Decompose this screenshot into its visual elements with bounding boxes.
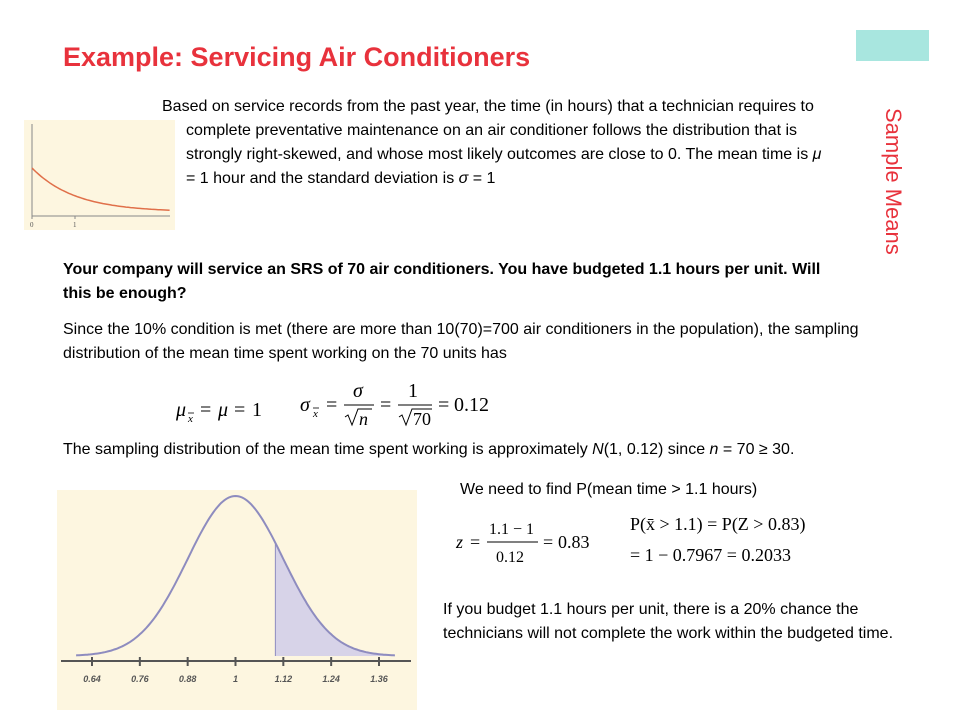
thumb-tick-label: 1	[73, 221, 77, 229]
approx-text: The sampling distribution of the mean time spent working is approximately	[63, 441, 593, 458]
formula-eq: =	[543, 532, 554, 552]
side-section-title	[874, 108, 914, 308]
mean-formula	[170, 390, 280, 426]
formula-frac-num: σ	[353, 380, 363, 402]
formula-value: 0.12	[454, 394, 489, 416]
x-tick-label: 1	[232, 674, 239, 684]
formula-value: 1	[252, 399, 262, 421]
formula-z: z	[456, 532, 464, 552]
normal-distribution-chart	[57, 490, 417, 710]
approx-N: N	[592, 441, 604, 458]
skewed-distribution-graphic	[24, 120, 175, 230]
probability-formula-line1: P(x̄ > 1.1) = P(Z > 0.83)	[630, 514, 806, 534]
formula-eq: =	[200, 399, 212, 421]
intro-mu-value: = 1 hour and the standard deviation is	[186, 170, 459, 187]
intro-paragraph	[162, 95, 822, 191]
skewed-distribution-thumbnail	[24, 120, 175, 230]
formula-frac-den: n	[359, 409, 368, 429]
approx-text: (1, 0.12) since	[603, 441, 710, 458]
sd-formula	[296, 375, 496, 431]
mu-symbol: μ	[812, 146, 822, 163]
normal-curve	[76, 496, 395, 655]
sigma-symbol: σ	[458, 170, 469, 187]
intro-text: Based on service records from the past year, the time (in hours) that a technician requires to complete preventative maintenance on an air conditioner follows the distribution that is strongly right-skewed, and whose most likely outcomes are close to 0. The mean time is	[162, 98, 814, 163]
approx-text: = 70 ≥ 30.	[718, 441, 795, 458]
formula-frac-den: 70	[413, 409, 431, 429]
condition-paragraph: Since the 10% condition is met (there are more than 10(70)=700 air conditioners in the population), the sampling distribution of the mean time spent working on the 70 units has	[63, 321, 859, 362]
probability-formula-line2: = 1 − 0.7967 = 0.2033	[630, 545, 791, 565]
conclusion-paragraph: If you budget 1.1 hours per unit, there is a 20% chance the technicians will not complete the work within the budgeted time.	[443, 601, 894, 642]
x-tick-label: 0.76	[131, 674, 149, 684]
side-section-label: Sample Means	[881, 108, 906, 255]
formula-value: 0.83	[558, 532, 590, 552]
formula-eq: =	[326, 394, 338, 416]
formula-mu: μ	[176, 399, 187, 421]
thumb-tick-label: 0	[30, 221, 34, 229]
x-tick-label: 1.36	[370, 674, 388, 684]
formula-frac-num: 1	[408, 380, 418, 402]
x-tick-label: 1.12	[274, 674, 293, 684]
formula-xbar-sub: x	[188, 413, 193, 425]
x-tick-label: 0.64	[83, 674, 101, 684]
formula-mu: μ	[218, 399, 229, 421]
intro-sigma-value: = 1	[468, 170, 496, 187]
formula-sigma: σ	[300, 394, 310, 416]
x-tick-label: 1.24	[322, 674, 340, 684]
question-text: Your company will service an SRS of 70 air conditioners. You have budgeted 1.1 hours per unit. Will this be enough?	[63, 261, 821, 302]
normal-distribution-svg	[57, 490, 417, 710]
formula-eq: =	[380, 394, 392, 416]
approx-n: n	[709, 441, 719, 458]
formula-frac-den: 0.12	[496, 549, 524, 566]
approximation-paragraph	[63, 438, 883, 462]
page-title: Example: Servicing Air Conditioners	[63, 42, 531, 72]
decorative-tab	[856, 30, 929, 61]
x-tick-label: 0.88	[178, 674, 197, 684]
z-score-formula	[450, 510, 600, 572]
formula-eq: =	[470, 532, 481, 552]
need-to-find-text: We need to find P(mean time > 1.1 hours)	[460, 481, 758, 498]
skewed-curve	[32, 168, 170, 210]
formula-frac-num: 1.1 − 1	[489, 521, 535, 538]
formula-eq: =	[234, 399, 246, 421]
formula-xbar-sub: x	[313, 408, 318, 420]
formula-eq: =	[438, 394, 450, 416]
